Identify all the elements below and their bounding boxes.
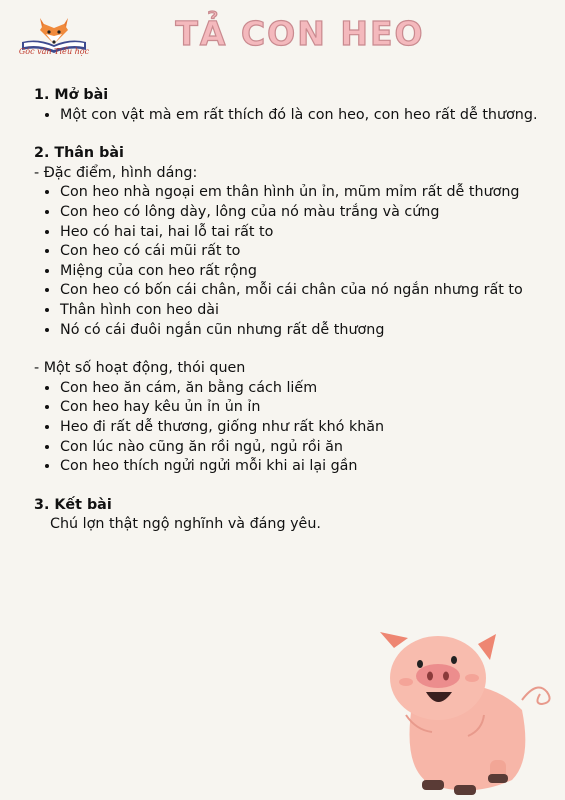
body-heading: 2. Thân bài [34,145,124,162]
fox-book-logo [14,12,94,64]
document-body [34,86,539,535]
body-part1-title: - Đặc điểm, hình dáng: [34,164,198,181]
list-item: • Con heo có cái mũi rất to [60,242,539,262]
conclusion-heading: 3. Kết bài [34,496,112,513]
list-item: • Con heo có lông dày, lông của nó màu trắng và cứng [60,203,539,223]
list-item: • Con heo nhà ngoại em thân hình ủn ỉn, mũm mỉm rất dễ thương [60,183,539,203]
conclusion-text: Chú lợn thật ngộ nghĩnh và đáng yêu. [50,516,321,533]
list-item: • Con heo ăn cám, ăn bằng cách liếm [60,379,539,399]
list-item: • Con heo thích ngửi ngửi mỗi khi ai lại gần [60,457,539,477]
body-part2-title: - Một số hoạt động, thói quen [34,360,246,377]
page-title: TẢ CON HEO [175,14,425,53]
list-item: • Con heo có bốn cái chân, mỗi cái chân của nó ngắn nhưng rất to [60,281,539,301]
list-item: • Miệng của con heo rất rộng [60,262,539,282]
list-item: • Heo đi rất dễ thương, giống như rất khó khăn [60,418,539,438]
list-item: • Con heo hay kêu ủn ỉn ủn ỉn [60,398,539,418]
intro-heading: 1. Mở bài [34,87,109,103]
body-part2-list [34,379,539,477]
pig-illustration [372,620,562,800]
list-item: • Con lúc nào cũng ăn rồi ngủ, ngủ rồi ăn [60,438,539,458]
list-item: • Nó có cái đuôi ngắn cũn nhưng rất dễ thương [60,321,539,341]
logo-text: Góc văn Tiểu học [18,47,90,56]
body-part1-list [34,183,539,340]
list-item: • Một con vật mà em rất thích đó là con heo, con heo rất dễ thương. [60,106,539,126]
intro-list [34,106,539,126]
list-item: • Heo có hai tai, hai lỗ tai rất to [60,223,539,243]
list-item: • Thân hình con heo dài [60,301,539,321]
